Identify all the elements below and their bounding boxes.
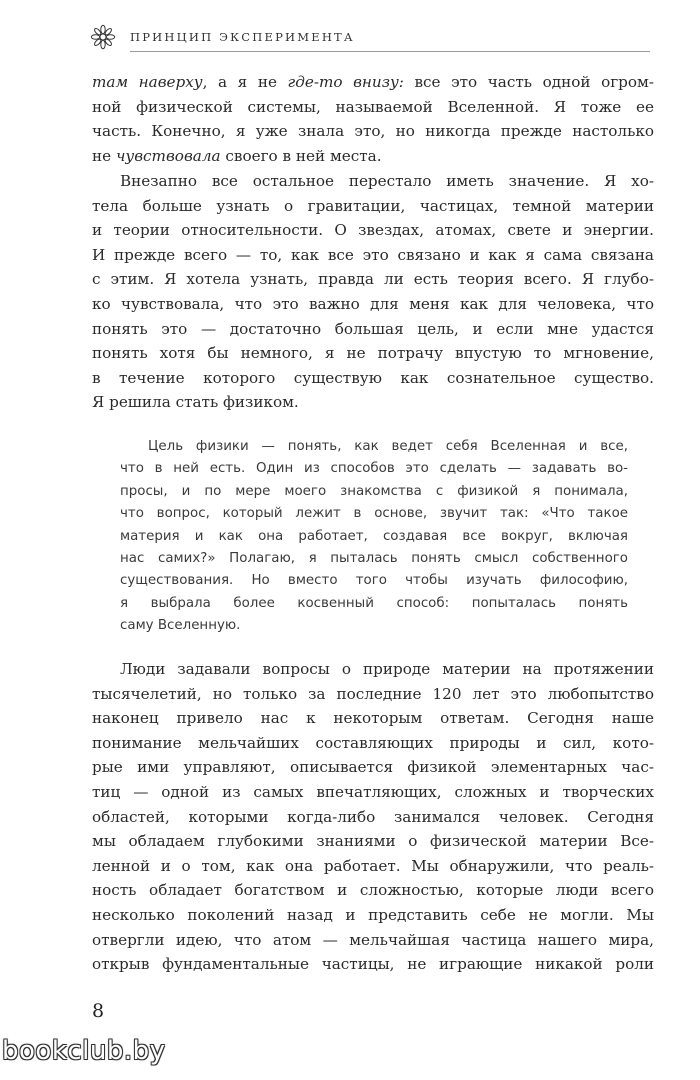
text-line: открыв фундаментальные частицы, не играющие никакой роли [92, 955, 654, 974]
quote-line: существования. Но вместо того чтобы изучать философию, [120, 573, 628, 589]
quote-line: саму Вселенную. [120, 618, 241, 634]
text-line: тиц — одной из самых впечатляющих, сложных и творческих [92, 782, 654, 801]
text-line: ленной и о том, как она работает. Мы обнаружили, что реаль- [92, 856, 654, 875]
text-line: ко чувствовала, что это важно для меня как для человека, что [92, 294, 654, 313]
text-line: Я решила стать физиком. [92, 393, 299, 412]
text-line: Люди задавали вопросы о природе материи на протяжении [120, 660, 654, 678]
text-line: мы обладаем глубокими знаниями о физической материи Все- [92, 832, 654, 851]
text-line: отвергли идею, что атом — мельчайшая частица нашего мира, [92, 930, 654, 949]
text-line: тысячелетий, но только за последние 120 лет это любопытство [92, 684, 654, 703]
flower-ornament-icon [90, 24, 116, 50]
paragraph-continuation [92, 70, 654, 168]
text-line: часть. Конечно, я уже знала это, но никогда прежде настолько [92, 122, 654, 141]
quote-line: что вопрос, который лежит в основе, звучит так: «Что такое [120, 506, 628, 522]
quote-line: что в ней есть. Один из способов это сделать — задавать во- [120, 461, 628, 477]
text-line: тела больше узнать о гравитации, частицах, темной материи [92, 196, 654, 215]
paragraph-decision [92, 169, 654, 415]
quote-line: Цель физики — понять, как ведет себя Вселенная и все, [148, 439, 628, 454]
block-quote [120, 436, 628, 638]
text-line: не чувствовала своего в ней места. [92, 146, 382, 165]
text-line: понимание мельчайших составляющих природы и сил, кото- [92, 733, 654, 752]
text-line: в течение которого существую как сознательное существо. [92, 368, 654, 387]
text-line: рые ими управляют, описывается физикой элементарных час- [92, 758, 654, 777]
running-header [90, 18, 650, 58]
text-line: там наверху, а я не где-то внизу: все это часть одной огром- [92, 73, 654, 91]
quote-line: я выбрала более косвенный способ: попыталась понять [120, 595, 628, 611]
text-line: с этим. Я хотела узнать, правда ли есть теория всего. Я глубо- [92, 270, 654, 289]
text-line: понять хотя бы немного, я не потрачу впустую то мгновение, [92, 344, 654, 363]
text-line: наконец привело нас к некоторым ответам. Сегодня наше [92, 709, 654, 728]
text-line: областей, которыми когда-либо занимался человек. Сегодня [92, 807, 654, 826]
text-line: И прежде всего — то, как все это связано и как я сама связана [92, 245, 654, 264]
quote-line: нас самих?» Полагаю, я пыталась понять смысл собственного [120, 551, 628, 567]
paragraph-history [92, 657, 654, 977]
text-line: и теории относительности. О звездах, атомах, свете и энергии. [92, 221, 654, 240]
text-line: ность обладает богатством и сложностью, которые люди всего [92, 881, 654, 900]
text-line: несколько поколений назад и представить себе не могли. Мы [92, 905, 654, 924]
text-line: Внезапно все остальное перестало иметь значение. Я хо- [120, 172, 654, 190]
header-rule [130, 51, 650, 52]
watermark: bookclub.by [2, 1036, 166, 1066]
running-title: ПРИНЦИП ЭКСПЕРИМЕНТА [130, 30, 355, 44]
text-line: ной физической системы, называемой Вселенной. Я тоже ее [92, 97, 654, 116]
page-number: 8 [92, 1000, 105, 1022]
quote-line: просы, и по мере моего знакомства с физикой я понимала, [120, 483, 628, 499]
quote-line: материя и как она работает, создавая все вокруг, включая [120, 528, 628, 544]
text-line: понять это — достаточно большая цель, и если мне удастся [92, 319, 654, 338]
